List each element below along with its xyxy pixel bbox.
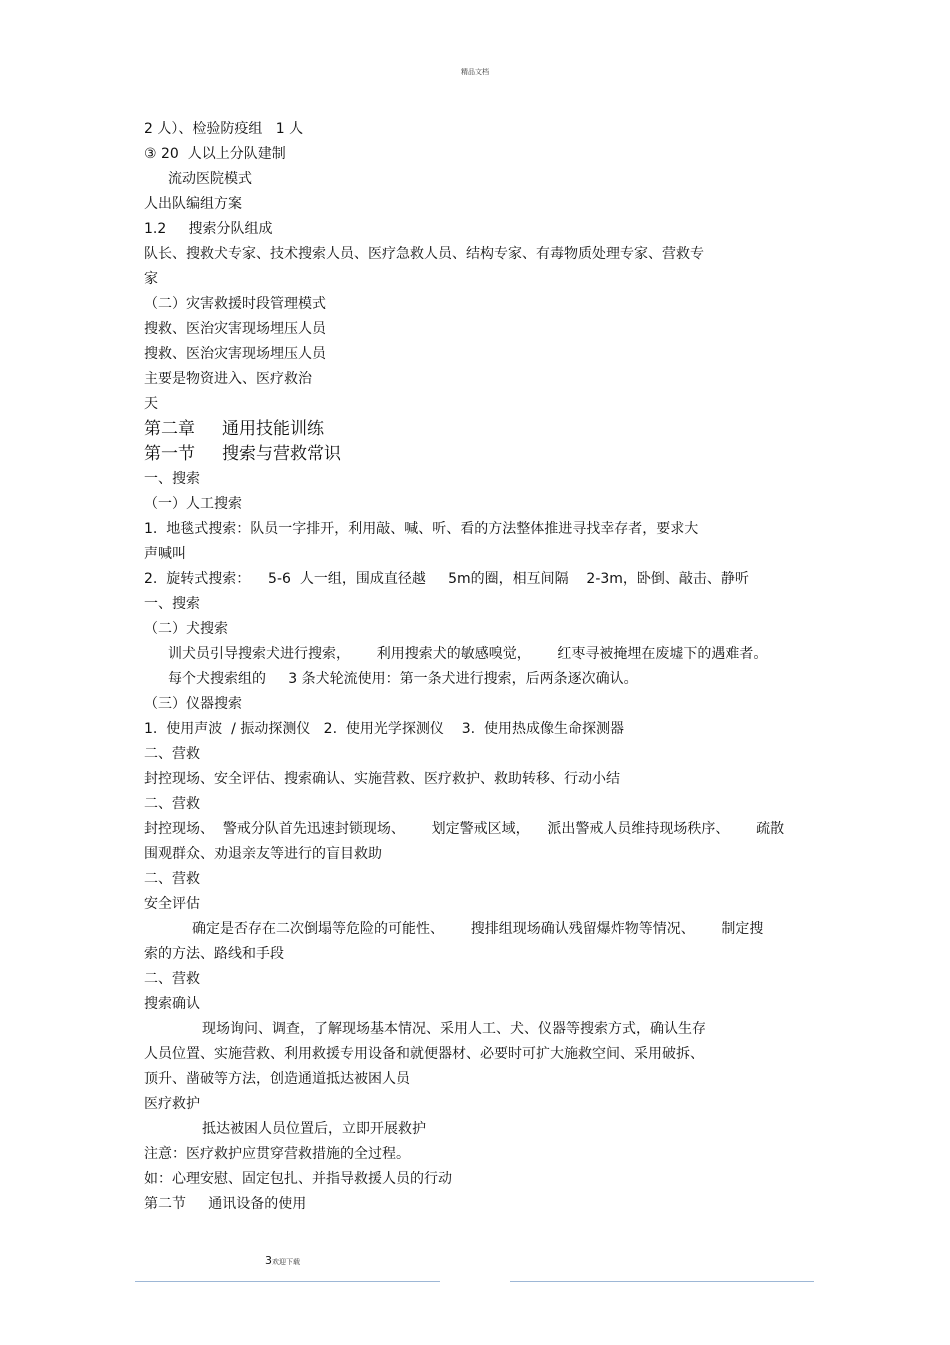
section-heading: 二、营救: [144, 746, 200, 762]
text-line: 索的方法、路线和手段: [144, 946, 284, 962]
section-heading: 一、搜索: [144, 471, 200, 487]
text-line: 现场询问、调查，了解现场基本情况、采用人工、犬、仪器等搜索方式，确认生存: [202, 1021, 706, 1037]
text-line: 训犬员引导搜索犬进行搜索， 利用搜索犬的敏感嗅觉， 红枣寻被掩埋在废墟下的遇难者。: [168, 646, 768, 662]
section-title: 第一节 搜索与营救常识: [144, 444, 342, 464]
text-line: 1. 使用声波 / 振动探测仪 2. 使用光学探测仪 3. 使用热成像生命探测器: [144, 721, 624, 737]
section-heading: 1.2 搜索分队组成: [144, 221, 273, 237]
chapter-title: 第二章 通用技能训练: [144, 419, 325, 439]
text-line: 主要是物资进入、医疗救治: [144, 371, 312, 387]
text-line: 流动医院模式: [168, 171, 252, 187]
text-line: 封控现场、安全评估、搜索确认、实施营救、医疗救护、救助转移、行动小结: [144, 771, 620, 787]
section-title: 第二节 通讯设备的使用: [144, 1196, 307, 1212]
section-heading: （三）仪器搜索: [144, 696, 242, 712]
text-line: 2 人）、检验防疫组 1 人: [144, 121, 304, 137]
text-line: 队长、搜救犬专家、技术搜索人员、医疗急救人员、结构专家、有毒物质处理专家、营救专: [144, 246, 704, 262]
text-line: 搜索确认: [144, 996, 200, 1012]
text-line: 每个犬搜索组的 3 条犬轮流使用：第一条犬进行搜索，后两条逐次确认。: [168, 671, 638, 687]
text-line: 天: [144, 396, 158, 412]
section-heading: （一）人工搜索: [144, 496, 242, 512]
section-heading: 一、搜索: [144, 596, 200, 612]
section-heading: 二、营救: [144, 971, 200, 987]
text-line: 注意：医疗救护应贯穿营救措施的全过程。: [144, 1146, 410, 1162]
text-line: 搜救、医治灾害现场埋压人员: [144, 321, 326, 337]
section-heading: （二）犬搜索: [144, 621, 228, 637]
text-line: 人员位置、实施营救、利用救援专用设备和就便器材、必要时可扩大施救空间、采用破拆、: [144, 1046, 704, 1062]
text-line: 人出队编组方案: [144, 196, 242, 212]
text-line: 1. 地毯式搜索：队员一字排开，利用敲、喊、听、看的方法整体推进寻找幸存者，要求大: [144, 521, 699, 537]
text-line: 家: [144, 271, 158, 287]
section-heading: 二、营救: [144, 871, 200, 887]
text-line: ③ 20 人以上分队建制: [144, 146, 286, 162]
text-line: 搜救、医治灾害现场埋压人员: [144, 346, 326, 362]
footer-note: 欢迎下载: [272, 1258, 300, 1266]
text-line: 确定是否存在二次倒塌等危险的可能性、 搜排组现场确认残留爆炸物等情况、 制定搜: [192, 921, 764, 937]
text-line: 顶升、凿破等方法，创造通道抵达被困人员: [144, 1071, 410, 1087]
footer-divider-right: [510, 1281, 814, 1282]
text-line: 抵达被困人员位置后，立即开展救护: [202, 1121, 426, 1137]
text-line: 围观群众、劝退亲友等进行的盲目救助: [144, 846, 382, 862]
footer-divider-left: [135, 1281, 440, 1282]
text-line: 声喊叫: [144, 546, 186, 562]
page-number: 3: [265, 1254, 272, 1267]
page-footer: [265, 1254, 300, 1267]
text-line: 安全评估: [144, 896, 200, 912]
text-line: 封控现场、 警戒分队首先迅速封锁现场、 划定警戒区域， 派出警戒人员维持现场秩序、 疏散: [144, 821, 785, 837]
document-body: [144, 117, 814, 1217]
text-line: 医疗救护: [144, 1096, 200, 1112]
section-heading: （二）灾害救援时段管理模式: [144, 296, 326, 312]
text-line: 2. 旋转式搜索： 5-6 人一组，围成直径越 5m的圈，相互间隔 2-3m，卧倒、敲击、静听: [144, 571, 749, 587]
text-line: 如：心理安慰、固定包扎、并指导救援人员的行动: [144, 1171, 452, 1187]
section-heading: 二、营救: [144, 796, 200, 812]
page-header-note: 精品文档: [461, 68, 489, 76]
